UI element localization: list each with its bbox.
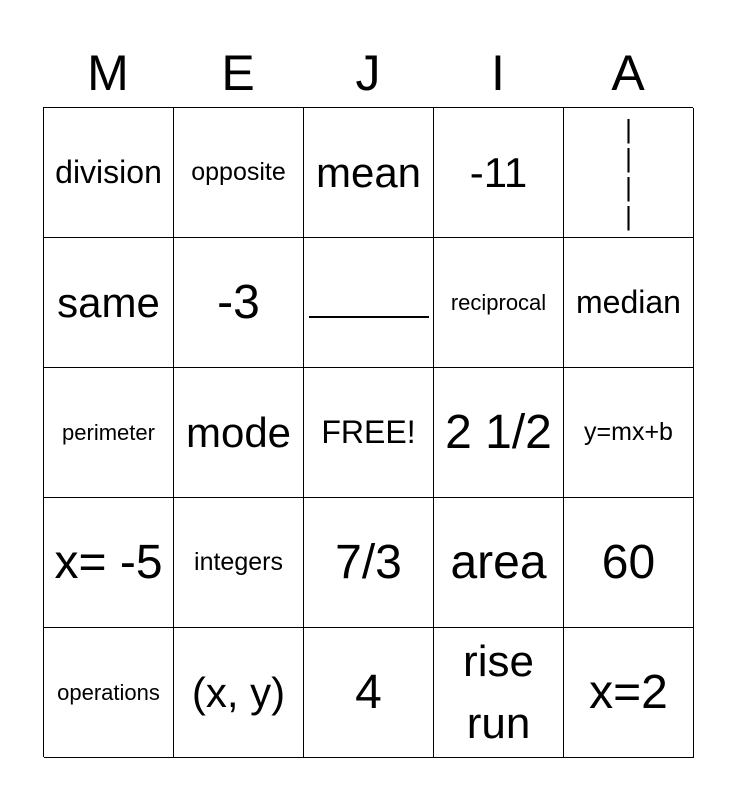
bingo-cell[interactable] <box>44 108 174 238</box>
cell-text: operations <box>57 679 160 705</box>
cell-text: | <box>625 113 632 144</box>
fraction-numerator: rise <box>463 636 534 686</box>
cell-text: (x, y) <box>191 668 286 716</box>
bingo-cell[interactable] <box>434 628 564 758</box>
bingo-cell[interactable] <box>304 108 434 238</box>
bingo-cell[interactable] <box>174 108 304 238</box>
cell-text: | <box>625 142 632 173</box>
cell-text: area <box>450 536 547 589</box>
bingo-cell[interactable] <box>174 368 304 498</box>
bingo-cell[interactable] <box>174 628 304 758</box>
cell-text: opposite <box>191 158 286 186</box>
header-letter-i: I <box>491 45 505 101</box>
cell-text: -11 <box>469 148 528 196</box>
cell-text: x= -5 <box>54 536 163 589</box>
cell-text: 2 1/2 <box>445 406 552 459</box>
cell-text: perimeter <box>62 419 155 445</box>
cell-text: x=2 <box>589 666 668 719</box>
bingo-cell[interactable] <box>44 368 174 498</box>
cell-text: division <box>55 154 162 190</box>
free-space-label: FREE! <box>321 414 416 450</box>
cell-text: 60 <box>601 536 656 589</box>
bingo-cell[interactable] <box>174 498 304 628</box>
header-letter-a: A <box>611 45 645 101</box>
bingo-cell[interactable] <box>434 498 564 628</box>
bingo-cell[interactable] <box>564 498 694 628</box>
header-letter-j: J <box>355 45 381 101</box>
bingo-cell[interactable] <box>434 108 564 238</box>
header-letter-m: M <box>87 45 129 101</box>
cell-text: 7/3 <box>335 536 402 589</box>
header-letter-e: E <box>221 45 255 101</box>
bingo-header <box>43 40 693 106</box>
cell-text: same <box>57 278 160 326</box>
bingo-cell[interactable] <box>564 628 694 758</box>
cell-text: -3 <box>217 276 260 329</box>
bingo-grid <box>43 107 693 757</box>
cell-text: integers <box>194 548 283 576</box>
bingo-cell[interactable] <box>44 628 174 758</box>
vertical-bars <box>625 115 632 231</box>
cell-text: | <box>625 171 632 202</box>
rise-over-run <box>463 631 534 755</box>
cell-text: | <box>625 200 632 231</box>
fraction-denominator: run <box>466 698 531 748</box>
bingo-cell[interactable] <box>434 368 564 498</box>
bingo-cell[interactable] <box>434 238 564 368</box>
bingo-cell[interactable] <box>564 238 694 368</box>
cell-text: y=mx+b <box>584 418 673 446</box>
bingo-cell[interactable] <box>304 238 434 368</box>
bingo-cell[interactable] <box>304 628 434 758</box>
free-space-cell[interactable] <box>304 368 434 498</box>
bingo-cell[interactable] <box>564 368 694 498</box>
bingo-cell[interactable] <box>304 498 434 628</box>
bingo-cell[interactable] <box>44 498 174 628</box>
cell-text: reciprocal <box>450 289 547 315</box>
cell-text: 4 <box>355 666 382 719</box>
bingo-cell[interactable] <box>564 108 694 238</box>
blank-line <box>309 316 429 318</box>
cell-text: mode <box>185 408 292 456</box>
bingo-cell[interactable] <box>44 238 174 368</box>
cell-text: median <box>576 284 681 320</box>
bingo-cell[interactable] <box>174 238 304 368</box>
cell-text: mean <box>315 148 422 196</box>
